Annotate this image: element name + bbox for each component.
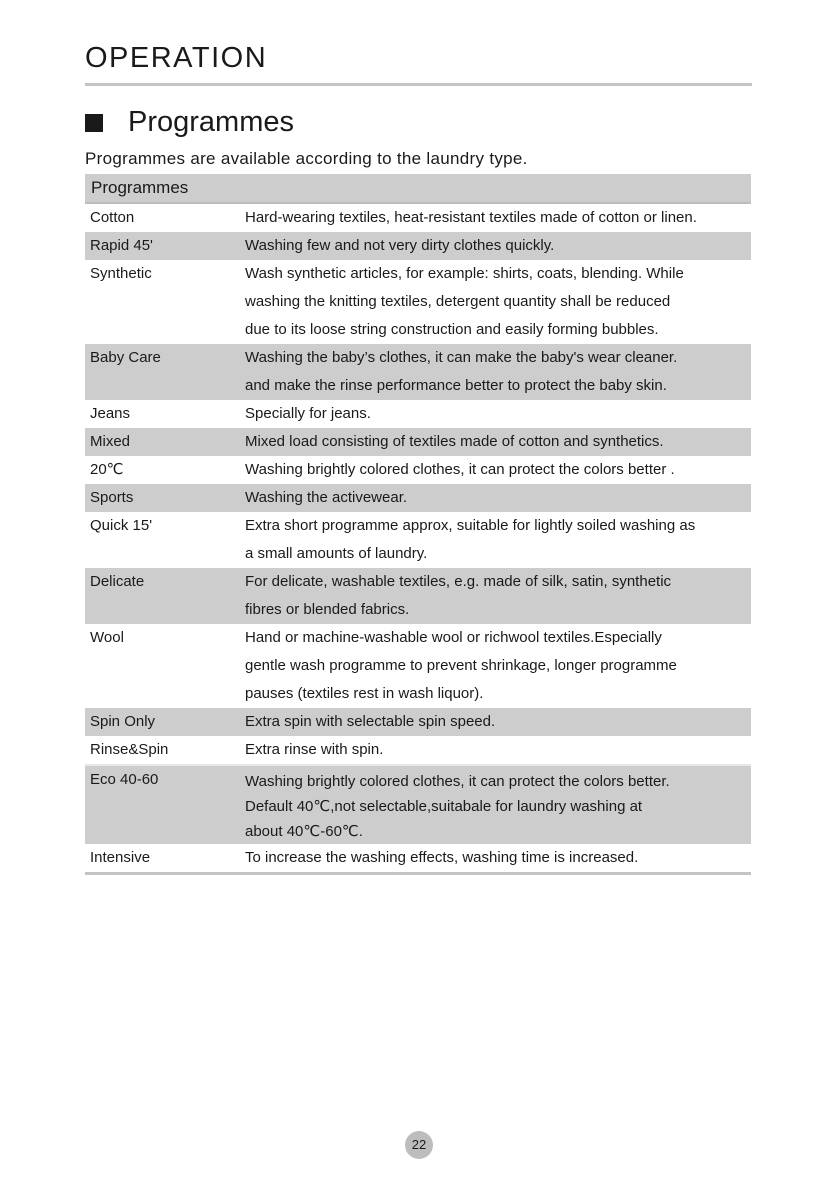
table-row [85,708,751,736]
bullet-square-icon [85,114,103,132]
description-line: Extra rinse with spin. [245,741,384,758]
description-line: pauses (textiles rest in wash liquor). [245,685,484,702]
table-row [85,232,751,260]
description-line: Washing few and not very dirty clothes quickly. [245,237,555,254]
programme-description [240,232,751,260]
table-header: Programmes [85,174,751,203]
table-row [85,344,751,400]
programme-name: Synthetic [90,265,152,282]
description-line: Hand or machine-washable wool or richwool textiles.Especially [245,629,662,646]
description-line: Washing brightly colored clothes, it can protect the colors better. [245,773,670,790]
table-row [85,203,751,232]
description-line: Washing the activewear. [245,489,408,506]
programmes-table [85,174,751,875]
description-line: gentle wash programme to prevent shrinkage, longer programme [245,657,677,674]
programme-name: Jeans [90,405,131,422]
table-row [85,260,751,344]
table-row [85,844,751,874]
table-row [85,736,751,765]
programme-description [240,344,751,400]
description-line: Hard-wearing textiles, heat-resistant textiles made of cotton or linen. [245,209,697,226]
programme-description [240,624,751,708]
description-line: Washing brightly colored clothes, it can protect the colors better . [245,461,675,478]
table-row [85,400,751,428]
description-line: and make the rinse performance better to protect the baby skin. [245,377,667,394]
description-line: a small amounts of laundry. [245,545,428,562]
header-divider [85,83,752,86]
description-line: Specially for jeans. [245,405,371,422]
programme-description [240,708,751,736]
table-row [85,624,751,708]
programme-name: Quick 15' [90,517,153,534]
description-line: To increase the washing effects, washing time is increased. [245,849,639,866]
programme-description [240,568,751,624]
description-line: fibres or blended fabrics. [245,601,410,618]
section-heading [85,106,294,139]
description-line: For delicate, washable textiles, e.g. made of silk, satin, synthetic [245,573,672,590]
programme-description [240,765,751,844]
programme-name: Baby Care [85,344,240,400]
description-line: Wash synthetic articles, for example: shirts, coats, blending. While [245,265,684,282]
programme-name: Delicate [85,568,240,624]
programme-name: Cotton [85,203,240,232]
table-row [85,428,751,456]
section-title: Programmes [128,106,294,138]
programme-description [240,260,751,344]
programme-description [240,844,751,874]
programme-name: Intensive [85,844,240,874]
table-row [85,512,751,568]
programme-description [240,400,751,428]
section-intro: Programmes are available according to the laundry type. [85,149,528,168]
page-number: 22 [405,1131,433,1159]
programme-description [240,484,751,512]
description-line: washing the knitting textiles, detergent quantity shall be reduced [245,293,671,310]
page-header-title: OPERATION [85,42,268,74]
description-line: Default 40℃,not selectable,suitabale for laundry washing at [245,798,643,815]
table-row [85,484,751,512]
programme-description [240,456,751,484]
table-row [85,765,751,844]
programme-name: Rapid 45' [85,232,240,260]
programme-name: Rinse&Spin [90,741,169,758]
programme-description [240,203,751,232]
programme-name: Wool [90,629,124,646]
description-line: about 40℃-60℃. [245,823,363,840]
programme-description [240,736,751,765]
programme-name: Mixed [85,428,240,456]
programme-name: Eco 40-60 [85,765,240,844]
programme-description [240,428,751,456]
description-line: Washing the baby’s clothes, it can make the baby's wear cleaner. [245,349,678,366]
table-row [85,568,751,624]
description-line: Mixed load consisting of textiles made of cotton and synthetics. [245,433,664,450]
programme-name: Spin Only [85,708,240,736]
description-line: due to its loose string construction and easily forming bubbles. [245,321,659,338]
programme-name: Sports [85,484,240,512]
description-line: Extra spin with selectable spin speed. [245,713,496,730]
description-line: Extra short programme approx, suitable for lightly soiled washing as [245,517,696,534]
programme-name: 20℃ [90,461,124,478]
programme-description [240,512,751,568]
table-row [85,456,751,484]
